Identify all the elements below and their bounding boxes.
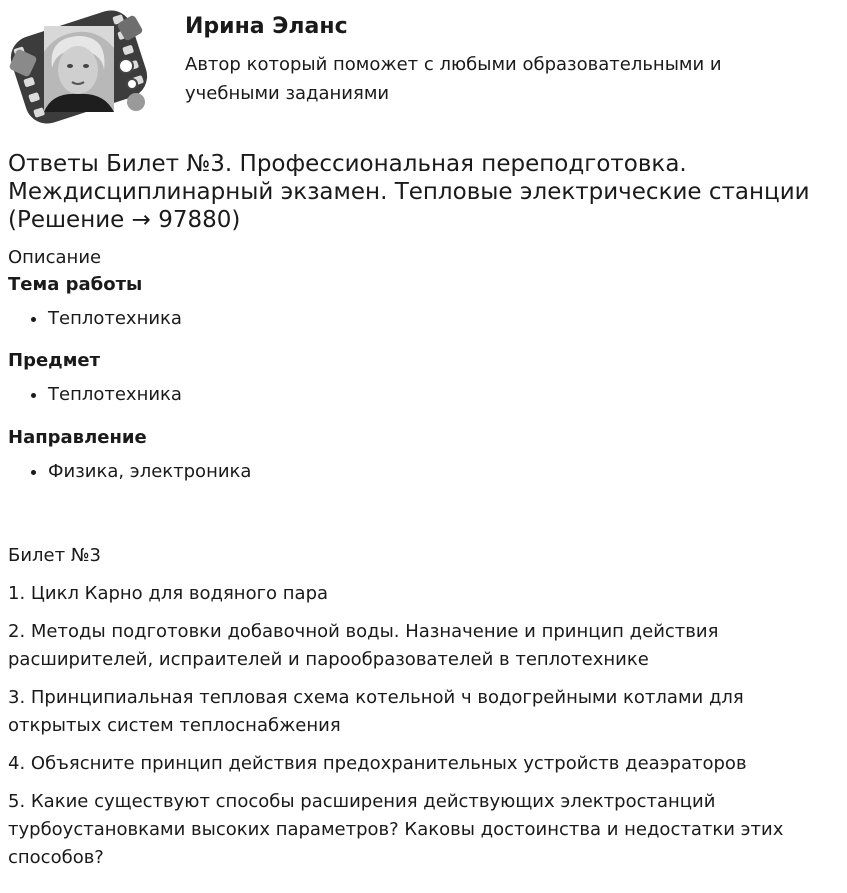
section-list-topic xyxy=(8,307,182,331)
section-list-direction xyxy=(8,460,251,484)
list-item: • Теплотехника xyxy=(48,383,182,407)
section-list-subject xyxy=(8,383,182,407)
ticket-question: 2. Методы подготовки добавочной воды. Назначение и принцип действия расширителей, испраителей и парообразователей в теплотехнике xyxy=(8,621,719,670)
author-description: Автор который поможет с любыми образовательными и учебными заданиями xyxy=(185,54,722,104)
ticket-content xyxy=(8,542,838,882)
ticket-question: 5. Какие существуют способы расширения действующих электростанций турбоустановками высоких параметров? Каковы достоинства и недостатки этих способов? xyxy=(8,791,784,868)
list-item: • Физика, электроника xyxy=(48,460,251,484)
ticket-question: 3. Принципиальная тепловая схема котельной ч водогрейными котлами для открытых систем теплоснабжения xyxy=(8,687,744,736)
description-label: Описание xyxy=(8,247,102,268)
page-title: Ответы Билет №3. Профессиональная переподготовка. Междисциплинарный экзамен. Тепловые электрические станции (Решение → 97880) xyxy=(8,151,810,233)
list-item: • Теплотехника xyxy=(48,307,182,331)
section-heading-subject: Предмет xyxy=(8,350,101,371)
ticket-title: Билет №3 xyxy=(8,545,102,566)
section-heading-direction: Направление xyxy=(8,427,147,448)
section-heading-topic: Тема работы xyxy=(8,274,143,295)
author-avatar xyxy=(8,8,150,126)
ticket-question: 1. Цикл Карно для водяного пара xyxy=(8,583,329,604)
author-name: Ирина Эланс xyxy=(185,14,348,39)
author-card xyxy=(8,8,838,128)
ticket-question: 4. Объясните принцип действия предохранительных устройств деаэраторов xyxy=(8,753,747,774)
